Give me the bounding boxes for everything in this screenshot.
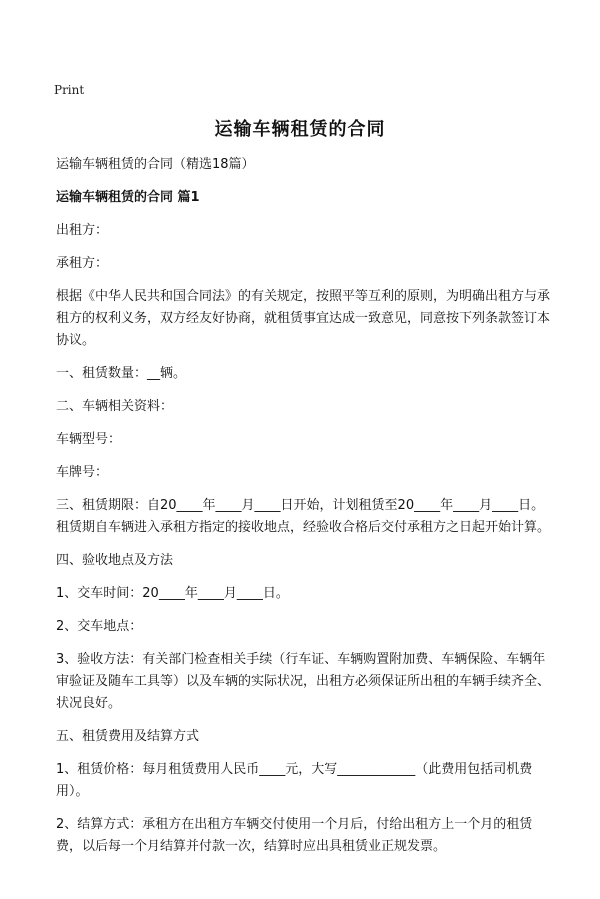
- clause-acceptance: 四、验收地点及方法: [56, 553, 174, 568]
- plate-number-line: 车牌号：: [56, 465, 109, 480]
- lessee-line: 承租方：: [56, 256, 109, 271]
- rental-price-paragraph: 1、租赁价格：每月租赁费用人民币____元，大写____________（此费用包括司机费用）。: [56, 762, 533, 799]
- clause-quantity: 一、租赁数量：__辆。: [56, 366, 187, 381]
- acceptance-method-paragraph: 3、验收方法：有关部门检查相关手续（行车证、车辆购置附加费、车辆保险、车辆年审验证及随车工具等）以及车辆的实际状况，出租方必须保证所出租的车辆手续齐全、状况良好。: [56, 652, 551, 711]
- settlement-paragraph: 2、结算方式：承租方在出租方车辆交付使用一个月后，付给出租方上一个月的租赁费，以后每一个月结算并付款一次，结算时应出具租赁业正规发票。: [56, 817, 533, 854]
- document-body: [56, 154, 552, 869]
- section-heading: 运输车辆租赁的合同 篇1: [56, 190, 200, 205]
- clause-fees: 五、租赁费用及结算方式: [56, 729, 200, 744]
- vehicle-model-line: 车辆型号：: [56, 432, 122, 447]
- lessor-line: 出租方：: [56, 223, 109, 238]
- clause-lease-term: 三、租赁期限：自20____年____月____日开始，计划租赁至20____年____月____日。租赁期自车辆进入承租方指定的接收地点，经验收合格后交付承租方之日起开始计算。: [56, 498, 551, 535]
- document-title: 运输车辆租赁的合同: [214, 119, 386, 140]
- delivery-time-line: 1、交车时间：20____年____月____日。: [56, 586, 289, 601]
- clause-vehicle-info: 二、车辆相关资料：: [56, 399, 174, 414]
- print-label: Print: [54, 83, 85, 97]
- subtitle: 运输车辆租赁的合同（精选18篇）: [56, 157, 255, 172]
- preamble-paragraph: 根据《中华人民共和国合同法》的有关规定，按照平等互利的原则，为明确出租方与承租方的权利义务，双方经友好协商，就租赁事宜达成一致意见，同意按下列条款签订本协议。: [56, 289, 551, 348]
- delivery-place-line: 2、交车地点：: [56, 619, 143, 634]
